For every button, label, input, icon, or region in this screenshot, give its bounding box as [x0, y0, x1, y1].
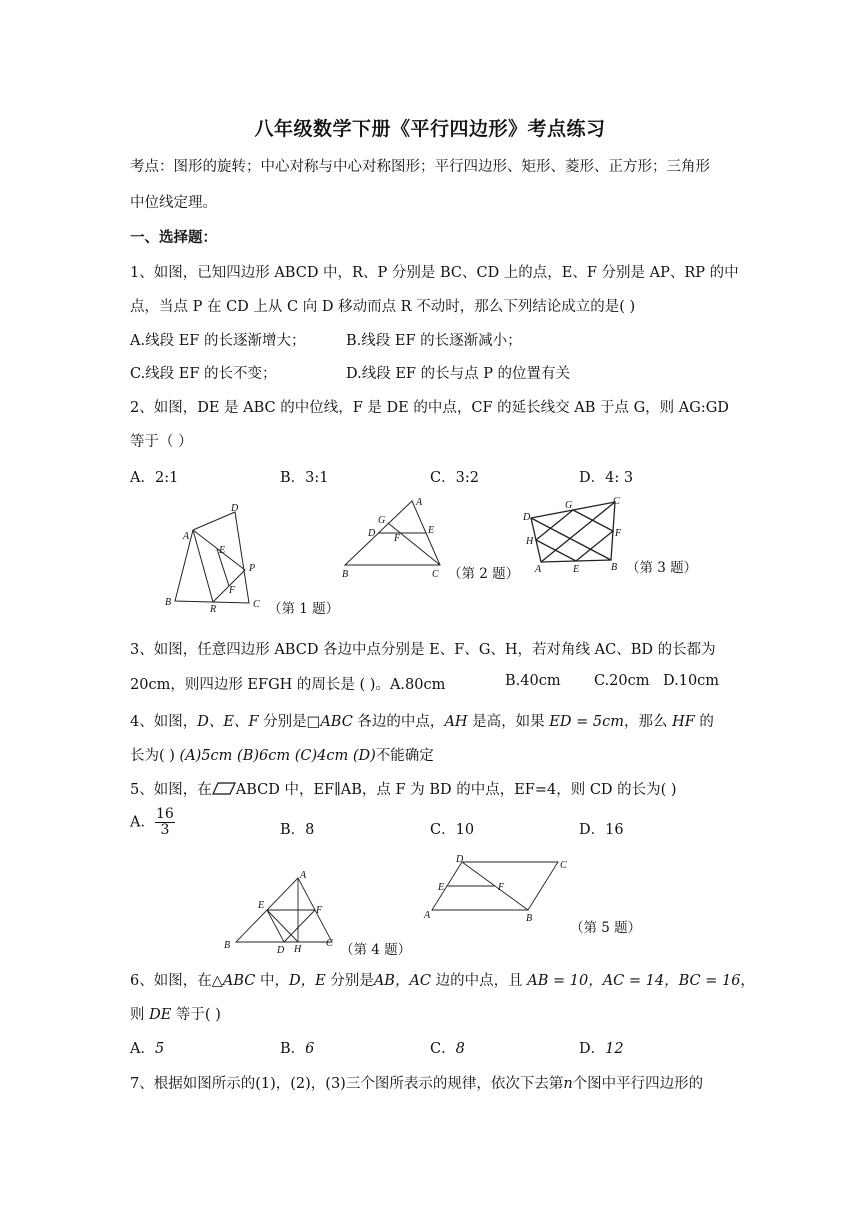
figure-5 — [420, 852, 580, 922]
fig1-label-e: E — [219, 545, 226, 556]
q6-option-c: C．8 — [430, 1041, 465, 1057]
q4-hf: HF — [672, 714, 695, 730]
q4-line-2: 长为( ) (A)5cm (B)6cm (C)4cm (D)不能确定 — [130, 748, 434, 764]
parallelogram-icon — [212, 782, 236, 795]
figure-5-caption: （第 5 题） — [570, 920, 642, 936]
q2-option-d: D．4: 3 — [579, 470, 634, 486]
fig4-label-d: D — [277, 945, 285, 956]
section-heading: 一、选择题： — [130, 229, 217, 246]
q6-option-a: A．5 — [130, 1041, 165, 1057]
q6-triangle: △ABC — [211, 973, 256, 989]
fig4-label-b: B — [224, 940, 231, 951]
fig3-label-f: F — [615, 528, 622, 539]
figure-3 — [515, 494, 627, 574]
q4-options: (A)5cm (B)6cm (C)4cm (D) — [179, 748, 376, 764]
fig4-label-a: A — [300, 870, 307, 881]
q6-points: D，E — [289, 973, 326, 989]
fig3-label-h: H — [526, 536, 534, 547]
fig2-label-b: B — [342, 569, 349, 580]
q2-option-c: C．3:2 — [430, 470, 479, 486]
fig5-label-b: B — [526, 913, 533, 922]
intro-line-1: 考点：图形的旋转；中心对称与中心对称图形；平行四边形、矩形、菱形、正方形；三角形 — [130, 159, 710, 175]
figure-4 — [222, 870, 344, 956]
fig1-label-c: C — [253, 599, 260, 610]
fig3-label-c: C — [613, 496, 620, 507]
q6-option-d: D．12 — [579, 1041, 624, 1057]
q6-de: DE — [149, 1007, 172, 1023]
q2-option-b: B．3:1 — [280, 470, 329, 486]
fig4-label-h: H — [294, 944, 302, 955]
q4-vars: D、E、F — [197, 714, 259, 730]
figure-2 — [340, 495, 450, 580]
fig2-label-e: E — [428, 525, 435, 536]
q1-line-1: 1、如图，已知四边形 ABCD 中，R、P 分别是 BC、CD 上的点，E、F 分别是 AP、RP 的中 — [130, 265, 739, 281]
q5-option-b: B．8 — [280, 822, 315, 838]
fig1-label-r: R — [210, 604, 217, 615]
q3-option-a: A.80cm — [389, 677, 446, 693]
q2-option-a: A．2:1 — [130, 470, 179, 486]
q1-option-a: A.线段 EF 的长逐渐增大； — [130, 333, 306, 349]
fig5-label-d: D — [456, 854, 464, 865]
q5-option-d: D．16 — [579, 822, 624, 838]
q3-option-b: B.40cm — [505, 673, 561, 689]
fig4-label-e: E — [258, 900, 265, 911]
fig5-label-c: C — [560, 860, 567, 871]
q1-line-2: 点，当点 P 在 CD 上从 C 向 D 移动而点 R 不动时，那么下列结论成立的是( ) — [130, 299, 636, 315]
fig4-label-f: F — [316, 905, 323, 916]
figure-3-caption: （第 3 题） — [626, 560, 698, 576]
fig3-label-g: G — [565, 500, 573, 511]
fig3-label-d: D — [523, 512, 531, 523]
q6-sides: AB，AC — [373, 973, 432, 989]
q1-option-d: D.线段 EF 的长与点 P 的位置有关 — [346, 366, 571, 382]
fig3-quadrilateral — [531, 502, 615, 562]
q7-n: n — [563, 1076, 573, 1092]
fig3-label-a: A — [535, 564, 542, 574]
fig2-label-d: D — [368, 528, 376, 539]
q4-equation: ED = 5cm — [549, 714, 624, 730]
intro-line-2: 中位线定理。 — [130, 195, 217, 211]
q3-period: 。 — [375, 677, 390, 693]
q7-line-1: 7、根据如图所示的(1)，(2)，(3)三个图所表示的规律，依次下去第n个图中平行四边形的 — [130, 1076, 704, 1092]
q5-option-a: A． $\frac{16}{3}$ — [130, 806, 174, 838]
q6-conditions: AB = 10，AC = 14，BC = 16 — [527, 973, 741, 989]
fig5-label-f: F — [498, 882, 505, 893]
figure-4-caption: （第 4 题） — [340, 942, 412, 958]
q4-triangle: □ABC — [306, 714, 353, 730]
q3-line-1: 3、如图，任意四边形 ABCD 各边中点分别是 E、F、G、H，若对角线 AC、BD 的长都为 — [130, 642, 716, 658]
q3-option-c: C.20cm — [594, 673, 650, 689]
q5-line-1: 5、如图，在 ABCD 中，EF∥AB，点 F 为 BD 的中点，EF=4，则 CD 的长为( ) — [130, 782, 677, 798]
fig3-label-e: E — [573, 564, 580, 574]
q1-option-b: B.线段 EF 的长逐渐减小； — [346, 333, 522, 349]
fig2-label-a: A — [416, 497, 423, 508]
fig1-quadrilateral — [175, 512, 249, 603]
fig5-label-a: A — [424, 910, 431, 921]
q3-option-d: D.10cm — [663, 673, 720, 689]
q1-option-c: C.线段 EF 的长不变； — [130, 366, 277, 382]
fig2-label-c: C — [432, 569, 439, 580]
figure-1-caption: （第 1 题） — [268, 601, 340, 617]
q2-line-1: 2、如图，DE 是 ABC 的中位线，F 是 DE 的中点，CF 的延长线交 AB 于点 G，则 AG:GD — [130, 400, 729, 416]
fig1-label-f: F — [229, 585, 236, 596]
fig3-label-b: B — [611, 562, 618, 573]
fig2-label-g: G — [378, 515, 386, 526]
q4-line-1: 4、如图，D、E、F 分别是□ABC 各边的中点，AH 是高，如果 ED = 5cm，那么 HF 的 — [130, 714, 714, 730]
fig1-label-p: P — [249, 563, 256, 574]
q6-line-1: 6、如图，在△ABC 中，D，E 分别是AB，AC 边的中点，且 AB = 10，AC = 14，BC = 16， — [130, 973, 755, 989]
q2-line-2: 等于（ ） — [130, 434, 193, 450]
figure-2-caption: （第 2 题） — [448, 566, 520, 582]
q4-ah: AH — [444, 714, 468, 730]
q5-fraction: $\frac{16}{3}$ — [155, 806, 174, 838]
fig5-label-e: E — [438, 882, 445, 893]
page-title: 八年级数学下册《平行四边形》考点练习 — [254, 118, 606, 140]
q6-line-2: 则 DE 等于( ) — [130, 1007, 221, 1023]
figure-1 — [155, 495, 275, 615]
fig4-label-c: C — [326, 938, 333, 949]
q5-option-c: C．10 — [430, 822, 475, 838]
fig1-label-a: A — [183, 531, 190, 542]
q6-option-b: B．6 — [280, 1041, 315, 1057]
fig1-label-d: D — [231, 503, 239, 514]
q3-line-2 — [130, 673, 445, 694]
q3-stem: 20cm，则四边形 EFGH 的周长是 ( ) — [130, 677, 376, 693]
fig2-label-f: F — [394, 533, 401, 544]
fig1-label-b: B — [165, 597, 172, 608]
